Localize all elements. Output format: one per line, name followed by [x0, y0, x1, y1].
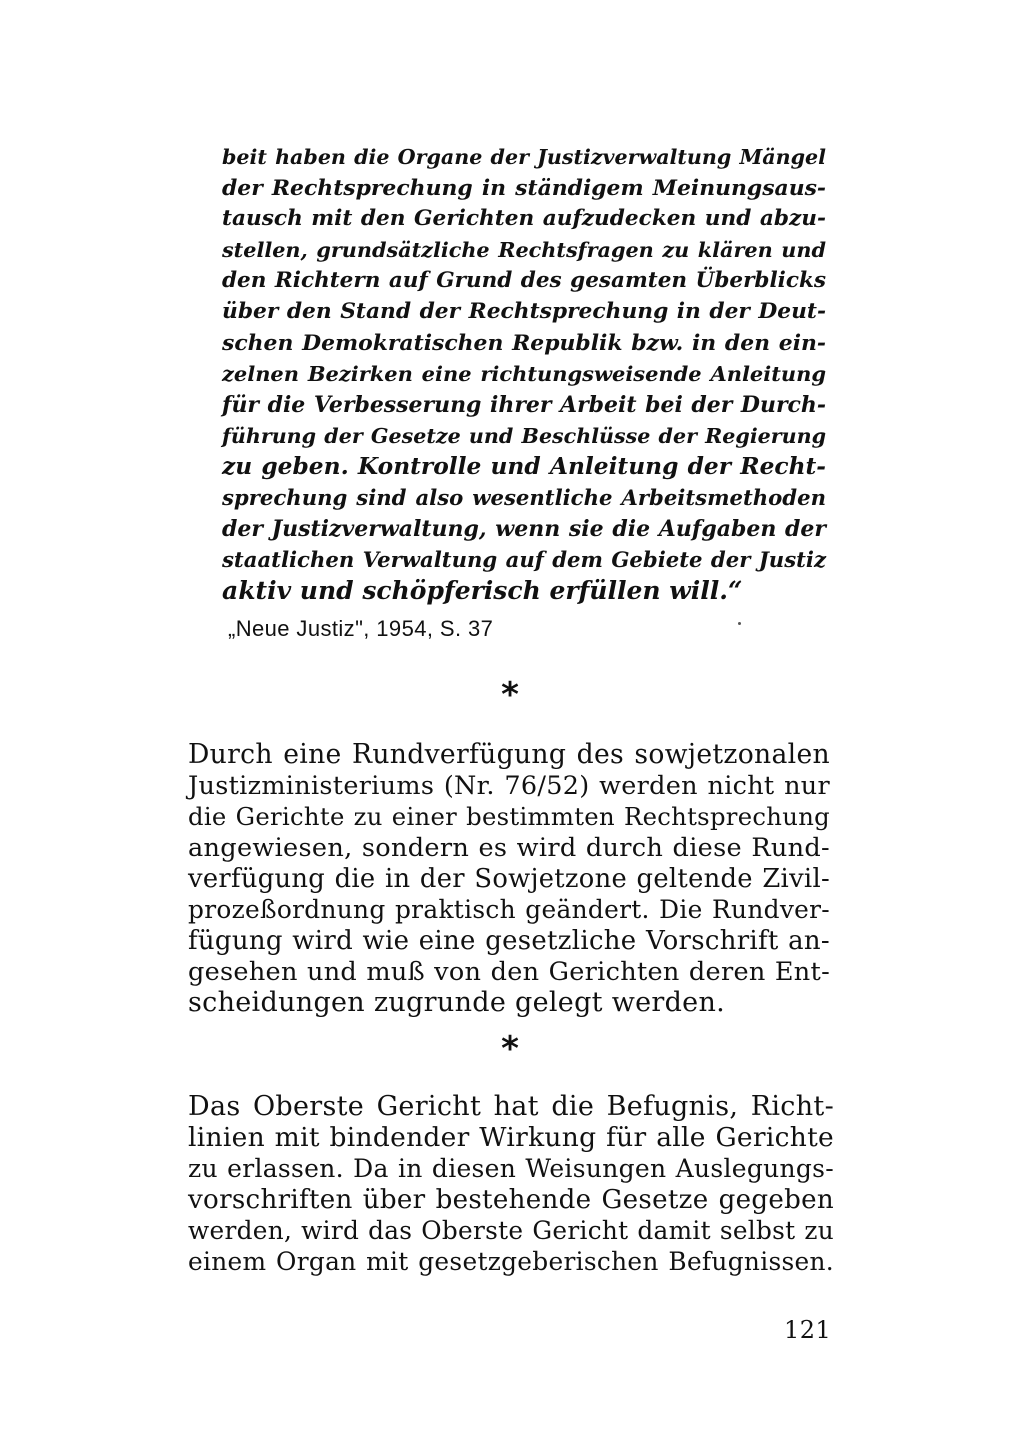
- quote-line: führung der Gesetze und Beschlüsse der Regierung: [222, 424, 826, 448]
- quote-line: sprechung sind also wesentliche Arbeitsmethoden: [222, 485, 826, 510]
- quote-line: zelnen Bezirken eine richtungsweisende Anleitung: [222, 361, 826, 386]
- quote-line: den Richtern auf Grund des gesamten Überblicks: [222, 268, 826, 293]
- paragraph-line: gesehen und muß von den Gerichten deren Ent-: [188, 957, 830, 987]
- quote-line: stellen, grundsätzliche Rechtsfragen zu klären und: [222, 238, 826, 262]
- quote-line: für die Verbesserung ihrer Arbeit bei der Durch-: [222, 392, 826, 418]
- paragraph-line: verfügung die in der Sowjetzone geltende Zivil-: [188, 864, 830, 894]
- paragraph-line: Justizministeriums (Nr. 76/52) werden nicht nur: [188, 771, 830, 801]
- paragraph-line: Das Oberste Gericht hat die Befugnis, Richt-: [188, 1091, 834, 1122]
- section-separator: *: [501, 1029, 519, 1069]
- citation: „Neue Justiz", 1954, S. 37: [228, 616, 494, 641]
- paragraph-1: [188, 738, 830, 1018]
- quote-line: staatlichen Verwaltung auf dem Gebiete der Justiz: [222, 547, 826, 572]
- paragraph-line: fügung wird wie eine gesetzliche Vorschrift an-: [188, 926, 830, 956]
- paragraph-line: vorschriften über bestehende Gesetze gegeben: [188, 1185, 834, 1215]
- page-number: 121: [784, 1316, 832, 1344]
- paragraph-line: Durch eine Rundverfügung des sowjetzonalen: [188, 739, 830, 770]
- paragraph-line: die Gerichte zu einer bestimmten Rechtsprechung: [188, 802, 830, 831]
- print-speck: [738, 622, 741, 625]
- section-separator: *: [501, 675, 519, 715]
- paragraph-line: linien mit bindender Wirkung für alle Gerichte: [188, 1122, 834, 1153]
- paragraph-line: prozeßordnung praktisch geändert. Die Rundver-: [188, 895, 830, 924]
- quote-line: aktiv und schöpferisch erfüllen will.“: [222, 576, 743, 605]
- paragraph-line: werden, wird das Oberste Gericht damit selbst zu: [188, 1216, 834, 1245]
- quote-line: beit haben die Organe der Justizverwaltung Mängel: [222, 145, 826, 169]
- paragraph-line: zu erlassen. Da in diesen Weisungen Auslegungs-: [188, 1154, 834, 1183]
- quote-line: über den Stand der Rechtsprechung in der Deut-: [222, 299, 826, 324]
- paragraph-line: einem Organ mit gesetzgeberischen Befugnissen.: [188, 1247, 834, 1276]
- paragraph-line: angewiesen, sondern es wird durch diese Rund-: [188, 833, 830, 863]
- quote-line: der Justizverwaltung, wenn sie die Aufgaben der: [222, 516, 826, 542]
- quote-block: [222, 142, 826, 605]
- quote-line: schen Demokratischen Republik bzw. in den ein-: [222, 330, 826, 356]
- quote-line: tausch mit den Gerichten aufzudecken und abzu-: [222, 206, 826, 231]
- paragraph-line: scheidungen zugrunde gelegt werden.: [188, 987, 726, 1018]
- quote-line: zu geben. Kontrolle und Anleitung der Recht-: [222, 453, 826, 480]
- quote-line: der Rechtsprechung in ständigem Meinungsaus-: [222, 175, 826, 201]
- paragraph-2: [188, 1090, 834, 1280]
